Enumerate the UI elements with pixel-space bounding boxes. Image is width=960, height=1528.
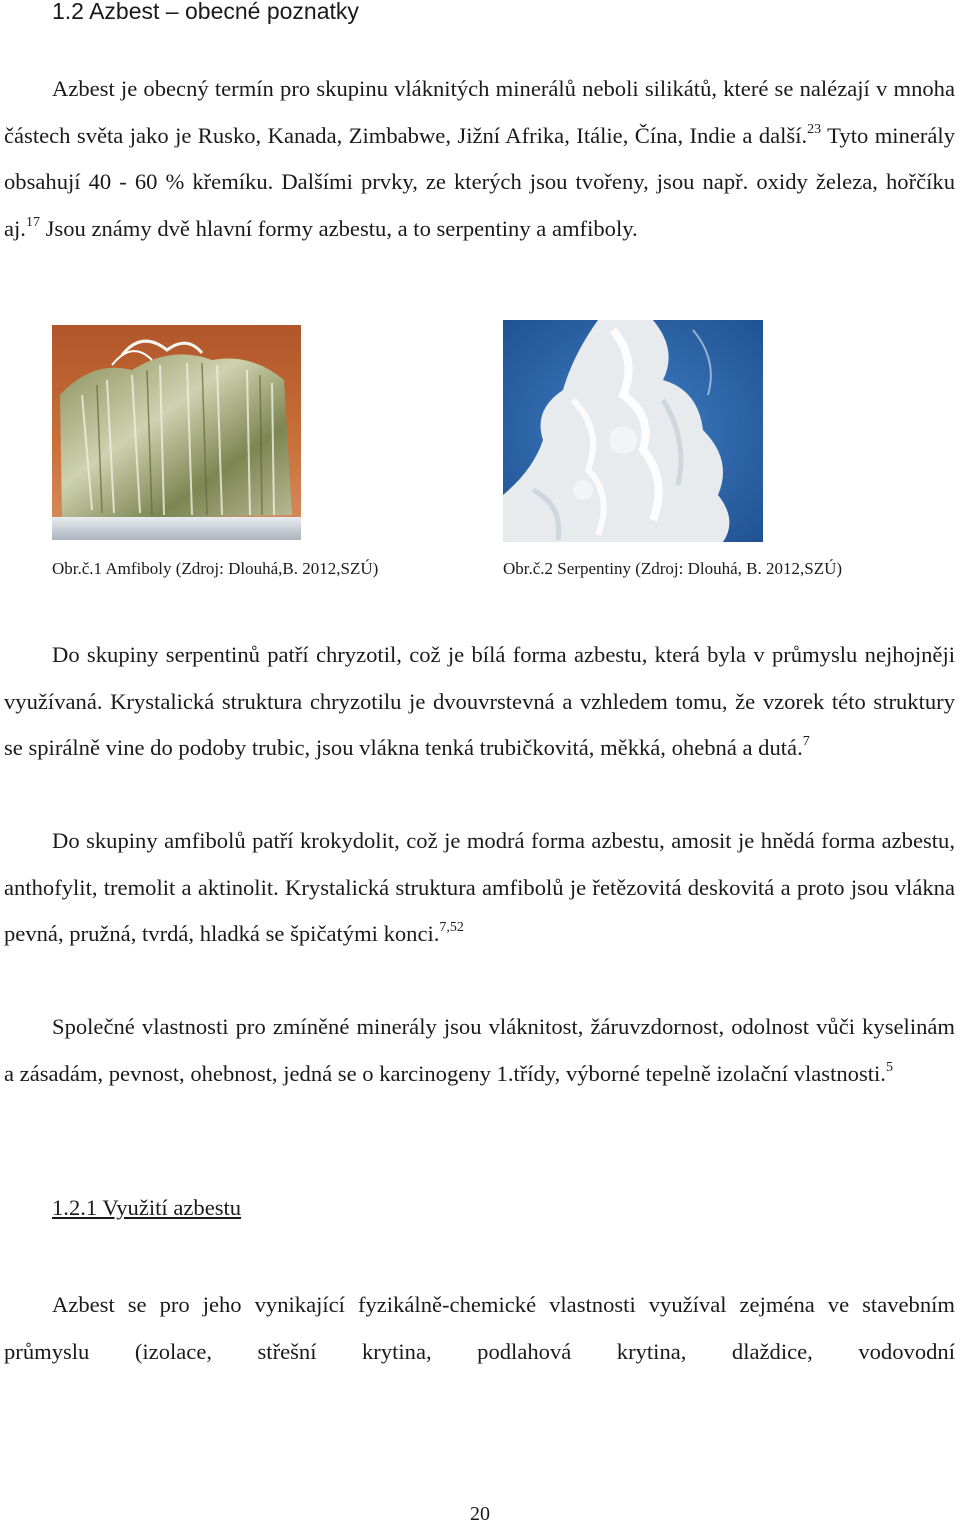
paragraph-serpentines	[4, 632, 955, 772]
citation-ref: 5	[885, 1059, 893, 1075]
paragraph-text: Do skupiny serpentinů patří chryzotil, což je bílá forma azbestu, která byla v průmyslu nejhojněji využívaná. Krystalická struktura chryzotilu je dvouvrstevná a vzhledem tomu, že vzorek této struktury se spirálně vine do podoby trubic, jsou vlákna tenká trubičkovitá, měkká, ohebná a dutá.	[4, 642, 955, 760]
figure-caption-1: Obr.č.1 Amfiboly (Zdroj: Dlouhá,B. 2012,SZÚ)	[52, 559, 379, 578]
serpentine-photo	[503, 320, 763, 542]
paragraph-intro	[4, 66, 955, 252]
paragraph-amphiboles	[4, 818, 955, 958]
paragraph-usage	[4, 1282, 955, 1375]
section-heading: 1.2 Azbest – obecné poznatky	[52, 0, 359, 24]
citation-ref: 17	[25, 214, 40, 230]
subsection-heading: 1.2.1 Využití azbestu	[52, 1195, 242, 1220]
paragraph-text: Azbest je obecný termín pro skupinu vláknitých minerálů neboli silikátů, které se nalézají v mnoha částech světa jako je Rusko, Kanada, Zimbabwe, Jižní Afrika, Itálie, Čína, Indie a další.	[4, 76, 955, 148]
citation-ref: 7	[802, 734, 810, 750]
paragraph-text: Jsou známy dvě hlavní formy azbestu, a to serpentiny a amfiboly.	[39, 215, 638, 241]
paragraph-text: Azbest se pro jeho vynikající fyzikálně-chemické vlastnosti využíval zejména ve stavebním průmyslu (izolace, střešní krytina, podlahová krytina, dlaždice, vodovodní	[4, 1292, 955, 1364]
paragraph-properties	[4, 1004, 955, 1097]
paragraph-text: Společné vlastnosti pro zmíněné minerály jsou vláknitost, žáruvzdornost, odolnost vůči kyselinám a zásadám, pevnost, ohebnost, jedná se o karcinogeny 1.třídy, výborné tepelně izolační vlastnosti.	[4, 1014, 955, 1086]
citation-ref: 23	[807, 121, 822, 137]
figure-caption-2: Obr.č.2 Serpentiny (Zdroj: Dlouhá, B. 2012,SZÚ)	[503, 559, 843, 578]
page-number: 20	[470, 1503, 490, 1525]
paragraph-text: Do skupiny amfibolů patří krokydolit, což je modrá forma azbestu, amosit je hnědá forma azbestu, anthofylit, tremolit a aktinolit. Krystalická struktura amfibolů je řetězovitá deskovitá a proto jsou vlákna pevná, pružná, tvrdá, hladká se špičatými konci.	[4, 828, 955, 946]
paragraph-text: Tyto minerály obsahují 40 - 60 % křemíku. Dalšími prvky, ze kterých jsou tvořeny, jsou např. oxidy železa, hořčíku aj.	[4, 122, 955, 241]
amphibole-photo	[52, 325, 301, 540]
citation-ref: 7,52	[439, 920, 464, 936]
